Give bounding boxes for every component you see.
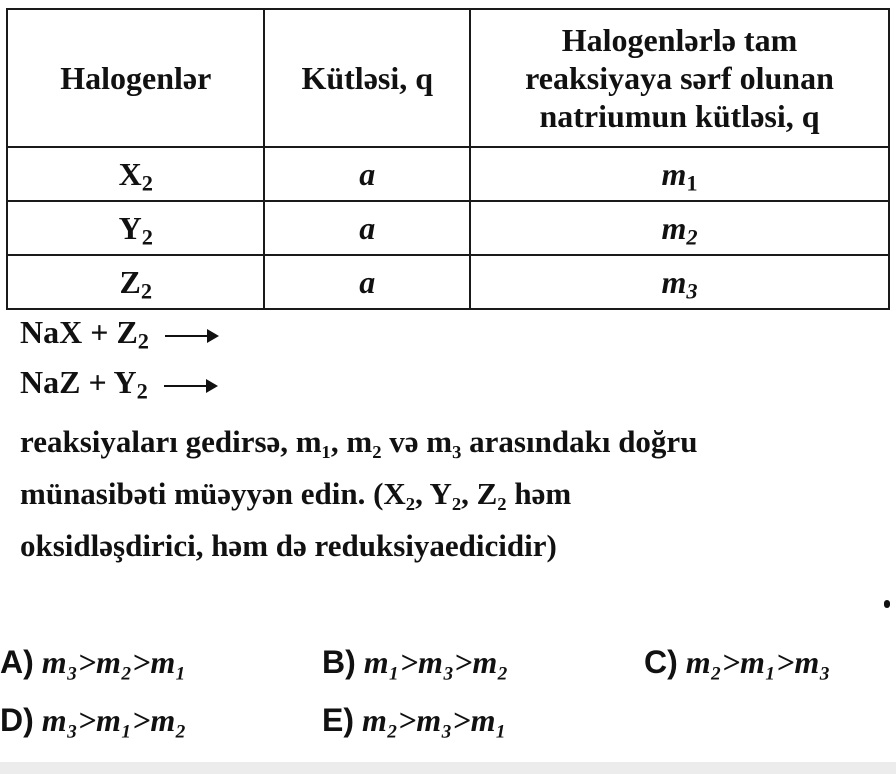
option-label: E) <box>322 702 354 738</box>
stray-mark <box>884 600 890 608</box>
halogen-symbol: X <box>118 155 142 192</box>
halogen-table <box>6 8 890 310</box>
cell-halogen <box>7 255 264 309</box>
option-expression: m₁>m₃>m₂ <box>363 644 509 680</box>
option-e[interactable] <box>322 702 507 739</box>
cell-sodium-mass <box>470 147 889 201</box>
sodium-subscript: 1 <box>686 170 698 196</box>
reaction-subscript: 2 <box>136 378 148 404</box>
option-label: A) <box>0 644 34 680</box>
cell-mass: a <box>264 201 470 255</box>
sodium-symbol: m <box>661 155 687 192</box>
option-d[interactable] <box>0 702 186 739</box>
cell-mass: a <box>264 255 470 309</box>
option-a[interactable] <box>0 644 186 681</box>
option-expression: m₂>m₃>m₁ <box>362 702 507 738</box>
halogen-subscript: 2 <box>140 278 153 304</box>
reaction-1 <box>20 314 217 354</box>
table-row <box>7 147 889 201</box>
question-line-1: reaksiyaları gedirsə, m₁, m₂ və m₃ arasındakı doğru <box>20 424 698 459</box>
halogen-subscript: 2 <box>141 170 153 196</box>
table-header-row <box>7 9 889 147</box>
option-label: B) <box>322 644 356 680</box>
option-expression: m₃>m₂>m₁ <box>41 644 187 680</box>
option-expression: m₂>m₁>m₃ <box>685 644 831 680</box>
question-text <box>20 416 880 572</box>
option-label: C) <box>644 644 678 680</box>
header-sodium-mass-text: Halogenlərlə tam reaksiyaya sərf olunan natriumun kütləsi, q <box>525 22 834 134</box>
option-label: D) <box>0 702 34 738</box>
option-b[interactable] <box>322 644 508 681</box>
halogen-symbol: Z <box>119 263 141 300</box>
header-sodium-mass <box>470 9 889 147</box>
sodium-symbol: m <box>661 209 687 246</box>
option-expression: m₃>m₁>m₂ <box>41 702 187 738</box>
halogen-symbol: Y <box>118 209 142 246</box>
reaction-subscript: 2 <box>137 328 149 354</box>
sodium-symbol: m <box>661 263 687 300</box>
reaction-lhs: NaZ + Y <box>20 364 137 400</box>
halogen-subscript: 2 <box>141 224 153 250</box>
arrow-right-icon <box>164 385 216 387</box>
sodium-subscript: 2 <box>686 224 698 250</box>
header-halogens: Halogenlər <box>7 9 264 147</box>
cell-halogen <box>7 147 264 201</box>
cell-sodium-mass <box>470 255 889 309</box>
question-line-3: oksidləşdirici, həm də reduksiyaedicidir) <box>20 528 557 563</box>
header-mass: Kütləsi, q <box>264 9 470 147</box>
arrow-right-icon <box>165 335 217 337</box>
sodium-subscript: 3 <box>686 278 698 304</box>
cell-sodium-mass <box>470 201 889 255</box>
reaction-lhs: NaX + Z <box>20 314 138 350</box>
question-line-2: münasibəti müəyyən edin. (X₂, Y₂, Z₂ həm <box>20 476 572 511</box>
table-row <box>7 255 889 309</box>
table-row <box>7 201 889 255</box>
option-c[interactable] <box>644 644 830 681</box>
reaction-2 <box>20 364 216 404</box>
cell-halogen <box>7 201 264 255</box>
cell-mass: a <box>264 147 470 201</box>
bottom-strip <box>0 762 896 774</box>
